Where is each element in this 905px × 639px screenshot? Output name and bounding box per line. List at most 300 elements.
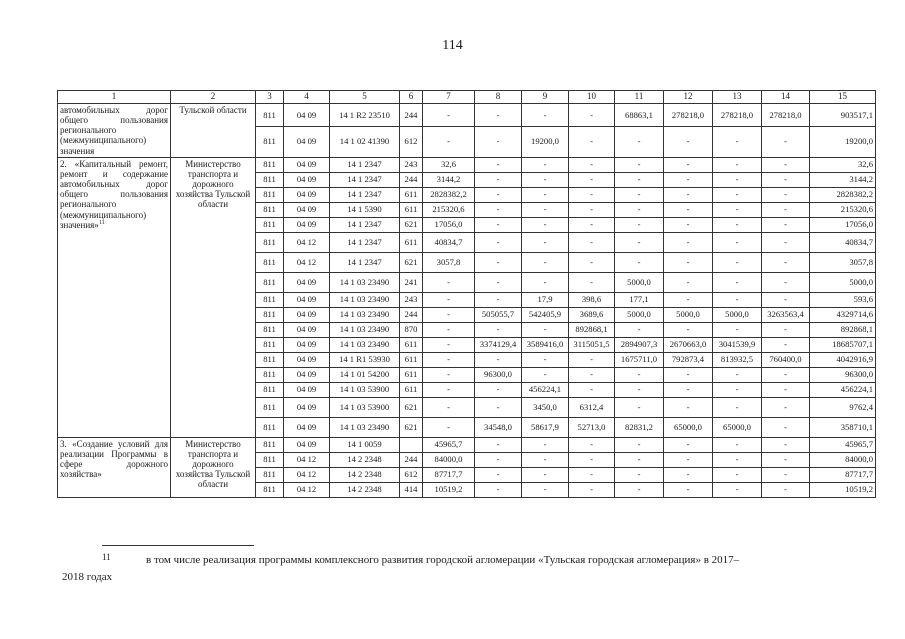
table-cell: - — [423, 272, 475, 292]
table-cell: 5000,0 — [664, 307, 713, 322]
table-cell: 5000,0 — [615, 272, 664, 292]
table-cell: 1675711,0 — [615, 352, 664, 367]
column-header: 7 — [423, 91, 475, 104]
table-cell: - — [475, 437, 522, 452]
table-cell: 58617,9 — [522, 417, 569, 437]
table-cell: 243 — [400, 292, 423, 307]
table-cell: 14 1 03 23490 — [330, 417, 400, 437]
table-cell: 04 09 — [284, 397, 330, 417]
table-cell: - — [475, 232, 522, 252]
table-cell: 04 09 — [284, 292, 330, 307]
table-cell: - — [664, 382, 713, 397]
table-cell: 04 09 — [284, 352, 330, 367]
table-cell: 87717,7 — [810, 467, 876, 482]
table-cell: - — [475, 272, 522, 292]
table-cell: - — [615, 202, 664, 217]
table-cell: - — [664, 217, 713, 232]
table-cell: - — [522, 104, 569, 127]
table-cell: - — [475, 217, 522, 232]
table-cell: - — [615, 397, 664, 417]
table-cell: - — [762, 437, 810, 452]
table-row — [58, 437, 876, 452]
table-cell: 04 09 — [284, 157, 330, 172]
table-cell: - — [713, 127, 762, 158]
table-cell: 19200,0 — [810, 127, 876, 158]
table-cell: 611 — [400, 367, 423, 382]
table-cell: 811 — [256, 397, 284, 417]
table-cell: - — [713, 187, 762, 202]
table-cell: 32,6 — [423, 157, 475, 172]
table-cell: 04 09 — [284, 272, 330, 292]
table-cell: 3450,0 — [522, 397, 569, 417]
column-header: 13 — [713, 91, 762, 104]
table-cell: 892868,1 — [569, 322, 615, 337]
table-cell: - — [664, 187, 713, 202]
table-cell: - — [664, 272, 713, 292]
table-cell: 3115051,5 — [569, 337, 615, 352]
table-cell: - — [423, 322, 475, 337]
table-cell: - — [615, 187, 664, 202]
table-cell: 593,6 — [810, 292, 876, 307]
table-cell: 40834,7 — [423, 232, 475, 252]
table-cell: 14 1 03 53900 — [330, 382, 400, 397]
table-cell: - — [664, 437, 713, 452]
table-cell: - — [713, 217, 762, 232]
table-cell: 811 — [256, 172, 284, 187]
table-cell: 04 12 — [284, 482, 330, 497]
table-cell: - — [762, 272, 810, 292]
table-cell: 5000,0 — [713, 307, 762, 322]
table-cell: 04 09 — [284, 437, 330, 452]
table-row — [58, 157, 876, 172]
table-cell: 414 — [400, 482, 423, 497]
table-cell: 621 — [400, 417, 423, 437]
table-cell: 04 12 — [284, 452, 330, 467]
table-cell: - — [615, 437, 664, 452]
table-cell: 4329714,6 — [810, 307, 876, 322]
column-header: 5 — [330, 91, 400, 104]
table-cell: 14 1 03 53900 — [330, 397, 400, 417]
table-cell: - — [762, 367, 810, 382]
footnote-text-line1: в том числе реализация программы комплексного развития городской агломерации «Тульская городская агломерация» в 2017– — [146, 554, 740, 566]
table-cell: 65000,0 — [713, 417, 762, 437]
table-cell: 14 1 2347 — [330, 252, 400, 272]
table-cell: 04 09 — [284, 187, 330, 202]
table-cell: - — [569, 252, 615, 272]
table-cell: - — [522, 202, 569, 217]
table-cell: - — [762, 202, 810, 217]
table-cell: 04 09 — [284, 337, 330, 352]
column-header: 6 — [400, 91, 423, 104]
table-cell: 18685707,1 — [810, 337, 876, 352]
table-cell: - — [664, 482, 713, 497]
table-cell: 760400,0 — [762, 352, 810, 367]
table-cell: 14 1 03 23490 — [330, 322, 400, 337]
table-cell: - — [615, 172, 664, 187]
table-cell: 177,1 — [615, 292, 664, 307]
table-cell: 14 1 01 54200 — [330, 367, 400, 382]
table-cell: 04 09 — [284, 172, 330, 187]
table-cell: 3041539,9 — [713, 337, 762, 352]
table-cell: - — [522, 252, 569, 272]
table-cell: - — [522, 322, 569, 337]
table-cell: 32,6 — [810, 157, 876, 172]
table-cell: - — [615, 367, 664, 382]
table-cell: - — [664, 127, 713, 158]
table-cell: 3057,8 — [423, 252, 475, 272]
table-cell: - — [522, 232, 569, 252]
table-cell: 45965,7 — [423, 437, 475, 452]
table-cell: 2670663,0 — [664, 337, 713, 352]
table-cell: - — [713, 252, 762, 272]
table-cell: 892868,1 — [810, 322, 876, 337]
table-cell: - — [664, 367, 713, 382]
table-cell: 14 1 03 23490 — [330, 307, 400, 322]
table-cell: 87717,7 — [423, 467, 475, 482]
table-cell: 04 09 — [284, 202, 330, 217]
table-cell: - — [522, 217, 569, 232]
table-cell: 811 — [256, 482, 284, 497]
table-cell: - — [475, 187, 522, 202]
table-cell: - — [762, 467, 810, 482]
table-cell: 5000,0 — [615, 307, 664, 322]
table-cell: 811 — [256, 337, 284, 352]
table-cell: - — [615, 452, 664, 467]
table-cell: - — [423, 417, 475, 437]
column-header: 14 — [762, 91, 810, 104]
column-header: 15 — [810, 91, 876, 104]
column-header: 9 — [522, 91, 569, 104]
table-cell: 3144,2 — [423, 172, 475, 187]
table-cell: - — [664, 452, 713, 467]
table-cell: 96300,0 — [475, 367, 522, 382]
table-cell: 456224,1 — [810, 382, 876, 397]
table-cell: 811 — [256, 187, 284, 202]
table-cell: - — [522, 272, 569, 292]
footnote-text-line2: 2018 годах — [62, 571, 113, 583]
table-cell: - — [475, 382, 522, 397]
table-cell: - — [423, 127, 475, 158]
table-cell: 65000,0 — [664, 417, 713, 437]
table-cell: - — [569, 104, 615, 127]
table-cell: - — [569, 437, 615, 452]
table-cell: - — [569, 452, 615, 467]
table-cell: 04 09 — [284, 127, 330, 158]
table-cell: 04 09 — [284, 417, 330, 437]
table-cell: - — [713, 292, 762, 307]
table-cell: 04 12 — [284, 467, 330, 482]
table-cell: - — [762, 232, 810, 252]
table-cell: - — [569, 382, 615, 397]
table-cell: 14 1 R1 53930 — [330, 352, 400, 367]
table-cell: - — [615, 157, 664, 172]
table-cell: 5000,0 — [810, 272, 876, 292]
executor-cell: Тульской области — [171, 104, 256, 158]
table-cell: 542405,9 — [522, 307, 569, 322]
table-cell: - — [423, 307, 475, 322]
table-cell: 3057,8 — [810, 252, 876, 272]
table-cell: 611 — [400, 337, 423, 352]
table-cell: - — [522, 172, 569, 187]
table-cell: - — [569, 467, 615, 482]
table-cell: 811 — [256, 452, 284, 467]
table-cell: 96300,0 — [810, 367, 876, 382]
table-cell: 2894907,3 — [615, 337, 664, 352]
table-cell: - — [762, 127, 810, 158]
table-cell: 811 — [256, 307, 284, 322]
table-cell: 45965,7 — [810, 437, 876, 452]
table-cell: 811 — [256, 367, 284, 382]
table-cell: 621 — [400, 397, 423, 417]
table-cell: 14 1 5390 — [330, 202, 400, 217]
table-cell: - — [423, 337, 475, 352]
table-cell: 903517,1 — [810, 104, 876, 127]
table-cell: - — [664, 202, 713, 217]
column-header: 2 — [171, 91, 256, 104]
table-cell: - — [569, 272, 615, 292]
table-cell: - — [615, 252, 664, 272]
table-cell: 811 — [256, 382, 284, 397]
table-cell: 3263563,4 — [762, 307, 810, 322]
column-header: 4 — [284, 91, 330, 104]
table-cell: - — [475, 292, 522, 307]
table-cell: 14 1 R2 23510 — [330, 104, 400, 127]
column-header: 3 — [256, 91, 284, 104]
event-name-cell — [58, 437, 171, 497]
table-cell: - — [664, 292, 713, 307]
table-cell: - — [475, 482, 522, 497]
table-cell: 04 09 — [284, 382, 330, 397]
table-cell: 4042916,9 — [810, 352, 876, 367]
table-cell: 811 — [256, 417, 284, 437]
table-cell: 10519,2 — [810, 482, 876, 497]
table-cell: 811 — [256, 157, 284, 172]
table-cell: - — [475, 157, 522, 172]
table-cell: - — [522, 187, 569, 202]
table-cell: - — [664, 397, 713, 417]
table-cell: - — [475, 467, 522, 482]
table-cell: 358710,1 — [810, 417, 876, 437]
table-cell: 398,6 — [569, 292, 615, 307]
table-cell: 611 — [400, 352, 423, 367]
table-cell: - — [569, 157, 615, 172]
table-cell: - — [713, 157, 762, 172]
table-cell: - — [569, 352, 615, 367]
table-cell: - — [475, 397, 522, 417]
table-cell: - — [762, 482, 810, 497]
table-cell: 505055,7 — [475, 307, 522, 322]
table-cell: 811 — [256, 217, 284, 232]
table-cell: - — [615, 467, 664, 482]
table-cell: 14 2 2348 — [330, 482, 400, 497]
table-cell: 3689,6 — [569, 307, 615, 322]
table-cell: - — [713, 382, 762, 397]
table-cell: - — [522, 367, 569, 382]
header-row — [58, 91, 876, 104]
table-cell: - — [713, 482, 762, 497]
table-cell: 244 — [400, 172, 423, 187]
table-cell: - — [762, 417, 810, 437]
table-cell: - — [615, 217, 664, 232]
table-cell: - — [615, 382, 664, 397]
table-cell: 870 — [400, 322, 423, 337]
table-cell: 14 2 2348 — [330, 452, 400, 467]
table-cell: 612 — [400, 467, 423, 482]
footnote-reference: 11 — [98, 219, 105, 226]
table-cell: - — [423, 367, 475, 382]
table-cell: - — [569, 202, 615, 217]
table-cell: 241 — [400, 272, 423, 292]
table-cell: 2828382,2 — [423, 187, 475, 202]
table-cell: - — [522, 352, 569, 367]
table-cell: 811 — [256, 252, 284, 272]
table-cell: - — [713, 467, 762, 482]
table-cell: 611 — [400, 232, 423, 252]
event-name: 3. «Создание условий для реализации Программы в сфере дорожного хозяйства» — [60, 438, 168, 480]
table-cell: - — [615, 232, 664, 252]
table-cell: 811 — [256, 272, 284, 292]
table-cell: - — [475, 202, 522, 217]
column-header: 1 — [58, 91, 171, 104]
table-cell: - — [762, 292, 810, 307]
table-cell: - — [713, 272, 762, 292]
column-header: 11 — [615, 91, 664, 104]
table-cell: 611 — [400, 382, 423, 397]
table-cell: 04 12 — [284, 252, 330, 272]
table-cell: 456224,1 — [522, 382, 569, 397]
table-cell: - — [615, 322, 664, 337]
table-cell: 6312,4 — [569, 397, 615, 417]
table-cell: - — [423, 352, 475, 367]
table-cell: - — [713, 437, 762, 452]
table-cell: - — [713, 172, 762, 187]
table-cell: - — [664, 467, 713, 482]
table-cell: - — [522, 437, 569, 452]
table-cell: 811 — [256, 352, 284, 367]
table-cell: - — [569, 127, 615, 158]
table-cell: - — [569, 217, 615, 232]
table-cell: - — [569, 482, 615, 497]
table-cell: - — [615, 482, 664, 497]
table-cell: - — [423, 397, 475, 417]
page-number: 114 — [442, 38, 463, 53]
table-cell: 811 — [256, 322, 284, 337]
table-body — [58, 104, 876, 498]
table-cell: 3144,2 — [810, 172, 876, 187]
table-cell: 19200,0 — [522, 127, 569, 158]
table-cell: 278218,0 — [713, 104, 762, 127]
table-cell: - — [522, 482, 569, 497]
table-cell: 14 1 03 23490 — [330, 337, 400, 352]
table-cell: 34548,0 — [475, 417, 522, 437]
table-cell: 14 1 2347 — [330, 172, 400, 187]
executor-cell: Министерство транспорта и дорожного хозяйства Тульской области — [171, 157, 256, 437]
table-cell: 811 — [256, 104, 284, 127]
table-cell: 17056,0 — [423, 217, 475, 232]
table-cell: 84000,0 — [423, 452, 475, 467]
table-cell: - — [423, 292, 475, 307]
table-cell: - — [475, 127, 522, 158]
table-cell: 278218,0 — [664, 104, 713, 127]
table-cell: 04 09 — [284, 367, 330, 382]
table-cell: 612 — [400, 127, 423, 158]
table-cell: 811 — [256, 467, 284, 482]
budget-table — [57, 90, 876, 498]
table-cell: 14 1 03 23490 — [330, 272, 400, 292]
table-cell: - — [713, 397, 762, 417]
table-cell: - — [569, 187, 615, 202]
table-cell: 14 1 03 23490 — [330, 292, 400, 307]
table-cell: 14 1 2347 — [330, 217, 400, 232]
table-cell: - — [664, 252, 713, 272]
table-cell: - — [569, 172, 615, 187]
table-cell: 04 09 — [284, 322, 330, 337]
table-cell: - — [762, 252, 810, 272]
footnote — [62, 552, 862, 583]
table-cell: 82831,2 — [615, 417, 664, 437]
table-cell: - — [475, 104, 522, 127]
table-cell: 14 1 2347 — [330, 157, 400, 172]
table-row — [58, 104, 876, 127]
table-cell: - — [475, 352, 522, 367]
table-cell: 04 12 — [284, 232, 330, 252]
table-cell: - — [475, 452, 522, 467]
event-name-cell — [58, 104, 171, 158]
footnote-separator — [102, 545, 254, 546]
table-cell: - — [522, 157, 569, 172]
column-header: 8 — [475, 91, 522, 104]
table-cell: 68863,1 — [615, 104, 664, 127]
table-cell: 84000,0 — [810, 452, 876, 467]
executor-cell: Министерство транспорта и дорожного хозяйства Тульской области — [171, 437, 256, 497]
table-cell: - — [713, 232, 762, 252]
table-cell: 813932,5 — [713, 352, 762, 367]
table-cell: - — [664, 322, 713, 337]
table-cell: - — [664, 172, 713, 187]
table-cell: - — [522, 467, 569, 482]
table-cell: - — [762, 397, 810, 417]
event-name-cell — [58, 157, 171, 437]
table-cell: 215320,6 — [423, 202, 475, 217]
table-cell: - — [762, 382, 810, 397]
table-cell: - — [569, 232, 615, 252]
table-cell: - — [713, 322, 762, 337]
table-cell: 04 09 — [284, 307, 330, 322]
table-cell: 244 — [400, 452, 423, 467]
table-cell: 2828382,2 — [810, 187, 876, 202]
table-cell: 811 — [256, 292, 284, 307]
table-cell: 04 09 — [284, 104, 330, 127]
table-cell: 17,9 — [522, 292, 569, 307]
table-cell: 10519,2 — [423, 482, 475, 497]
table-cell: 52713,0 — [569, 417, 615, 437]
table-cell — [400, 437, 423, 452]
column-header: 10 — [569, 91, 615, 104]
table-cell: - — [423, 104, 475, 127]
footnote-mark: 11 — [102, 552, 111, 562]
table-cell: 40834,7 — [810, 232, 876, 252]
table-cell: - — [762, 172, 810, 187]
table-cell: 17056,0 — [810, 217, 876, 232]
table-cell: - — [423, 382, 475, 397]
table-cell: 215320,6 — [810, 202, 876, 217]
table-cell: 3374129,4 — [475, 337, 522, 352]
table-cell: 244 — [400, 307, 423, 322]
table-cell: 14 1 2347 — [330, 187, 400, 202]
table-cell: 621 — [400, 252, 423, 272]
table-cell: 04 09 — [284, 217, 330, 232]
table-cell: - — [762, 187, 810, 202]
